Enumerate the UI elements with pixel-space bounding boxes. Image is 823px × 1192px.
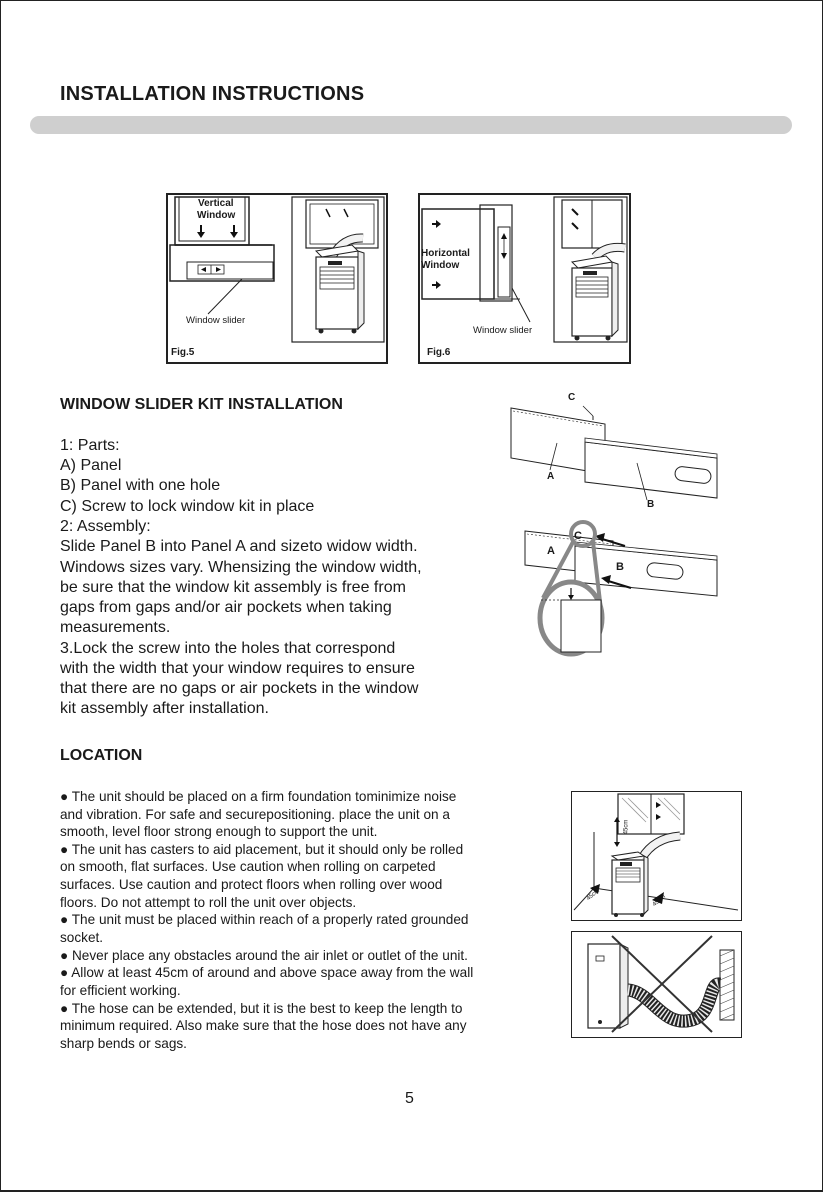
location-line: ● The hose can be extended, but it is the best to keep the length to: [60, 1001, 463, 1016]
location-line: ● Never place any obstacles around the air inlet or outlet of the unit.: [60, 948, 468, 963]
kit-label-c-top: C: [568, 392, 576, 403]
slider-kit-heading: WINDOW SLIDER KIT INSTALLATION: [60, 396, 343, 413]
location-line: smooth, level floor strong enough to support the unit.: [60, 824, 378, 839]
figure-6: [418, 193, 631, 364]
fig5-label-line1: Vertical: [198, 198, 234, 209]
kit-label-c-bottom: C: [574, 530, 582, 542]
fig5-caption: Fig.5: [171, 347, 195, 358]
figure-5: [166, 193, 388, 364]
location-line: minimum required. Also make sure that the hose does not have any: [60, 1018, 467, 1033]
slider-kit-line: measurements.: [60, 619, 171, 636]
location-line: ● The unit should be placed on a firm foundation tominimize noise: [60, 789, 457, 804]
location-line: sharp bends or sags.: [60, 1036, 187, 1051]
kit-label-b-top: B: [647, 499, 655, 510]
horizontal-window-illustration: [420, 195, 629, 362]
arrow-down-icon: [230, 225, 238, 238]
hose-bend-figure: [571, 931, 742, 1038]
slider-kit-line: 3.Lock the screw into the holes that correspond: [60, 640, 396, 657]
slider-kit-diagram: [497, 388, 725, 660]
fig6-caption: Fig.6: [427, 347, 451, 358]
fig6-label-line1: Horizontal: [421, 248, 470, 259]
location-line: ● The unit must be placed within reach of a properly rated grounded: [60, 912, 469, 927]
slider-kit-line: 2: Assembly:: [60, 518, 151, 535]
location-line: floors. Do not attempt to roll the unit over objects.: [60, 895, 357, 910]
kit-label-a-bottom: A: [547, 545, 555, 557]
slider-kit-line: Slide Panel B into Panel A and sizeto widow width.: [60, 538, 418, 555]
slider-kit-line: with the width that your window requires to ensure: [60, 660, 415, 677]
kit-label-b-bottom: B: [616, 561, 624, 573]
arrow-right-icon: [432, 281, 441, 289]
location-heading: LOCATION: [60, 747, 143, 764]
slider-kit-line: C) Screw to lock window kit in place: [60, 498, 315, 515]
clearance-label-top: 45cm: [623, 819, 630, 835]
clearance-label-left: 45cm: [585, 887, 601, 903]
slider-kit-line: B) Panel with one hole: [60, 477, 221, 494]
location-line: surfaces. Use caution and protect floors when rolling over wood: [60, 877, 443, 892]
clearance-label-right: 45cm: [651, 893, 667, 909]
slider-kit-line: gaps from gaps and/or air pockets when taking: [60, 599, 392, 616]
slider-kit-line: A) Panel: [60, 457, 122, 474]
slider-kit-line: 1: Parts:: [60, 437, 120, 454]
location-line: on smooth, flat surfaces. Use caution when rolling on carpeted: [60, 859, 436, 874]
slider-kit-line: that there are no gaps or air pockets in the window: [60, 680, 419, 697]
fig5-label-line2: Window: [197, 210, 236, 221]
double-arrow-icon: [501, 233, 507, 259]
location-line: socket.: [60, 930, 104, 945]
arrow-down-icon: [197, 225, 205, 238]
fig6-label-line2: Window: [421, 260, 460, 271]
location-line: and vibration. For safe and securepositioning. place the unit on a: [60, 807, 450, 822]
slider-kit-line: be sure that the window kit assembly is free from: [60, 579, 406, 596]
title-rule: [30, 116, 792, 134]
location-line: ● Allow at least 45cm of around and above space away from the wall: [60, 965, 474, 980]
fig6-slider-label: Window slider: [473, 325, 533, 336]
page-number: 5: [405, 1090, 414, 1107]
kit-label-a-top: A: [547, 471, 555, 482]
arrow-right-icon: [432, 220, 441, 228]
clearance-figure: [571, 791, 742, 921]
slider-kit-line: kit assembly after installation.: [60, 700, 269, 717]
page-title: INSTALLATION INSTRUCTIONS: [60, 83, 365, 105]
slider-kit-line: Windows sizes vary. Whensizing the window width,: [60, 559, 422, 576]
double-arrow-icon: [198, 265, 224, 274]
hose-bend-illustration: [572, 932, 740, 1036]
location-line: ● The unit has casters to aid placement, but it should only be rolled: [60, 842, 464, 857]
fig5-slider-label: Window slider: [186, 315, 246, 326]
location-line: for efficient working.: [60, 983, 181, 998]
